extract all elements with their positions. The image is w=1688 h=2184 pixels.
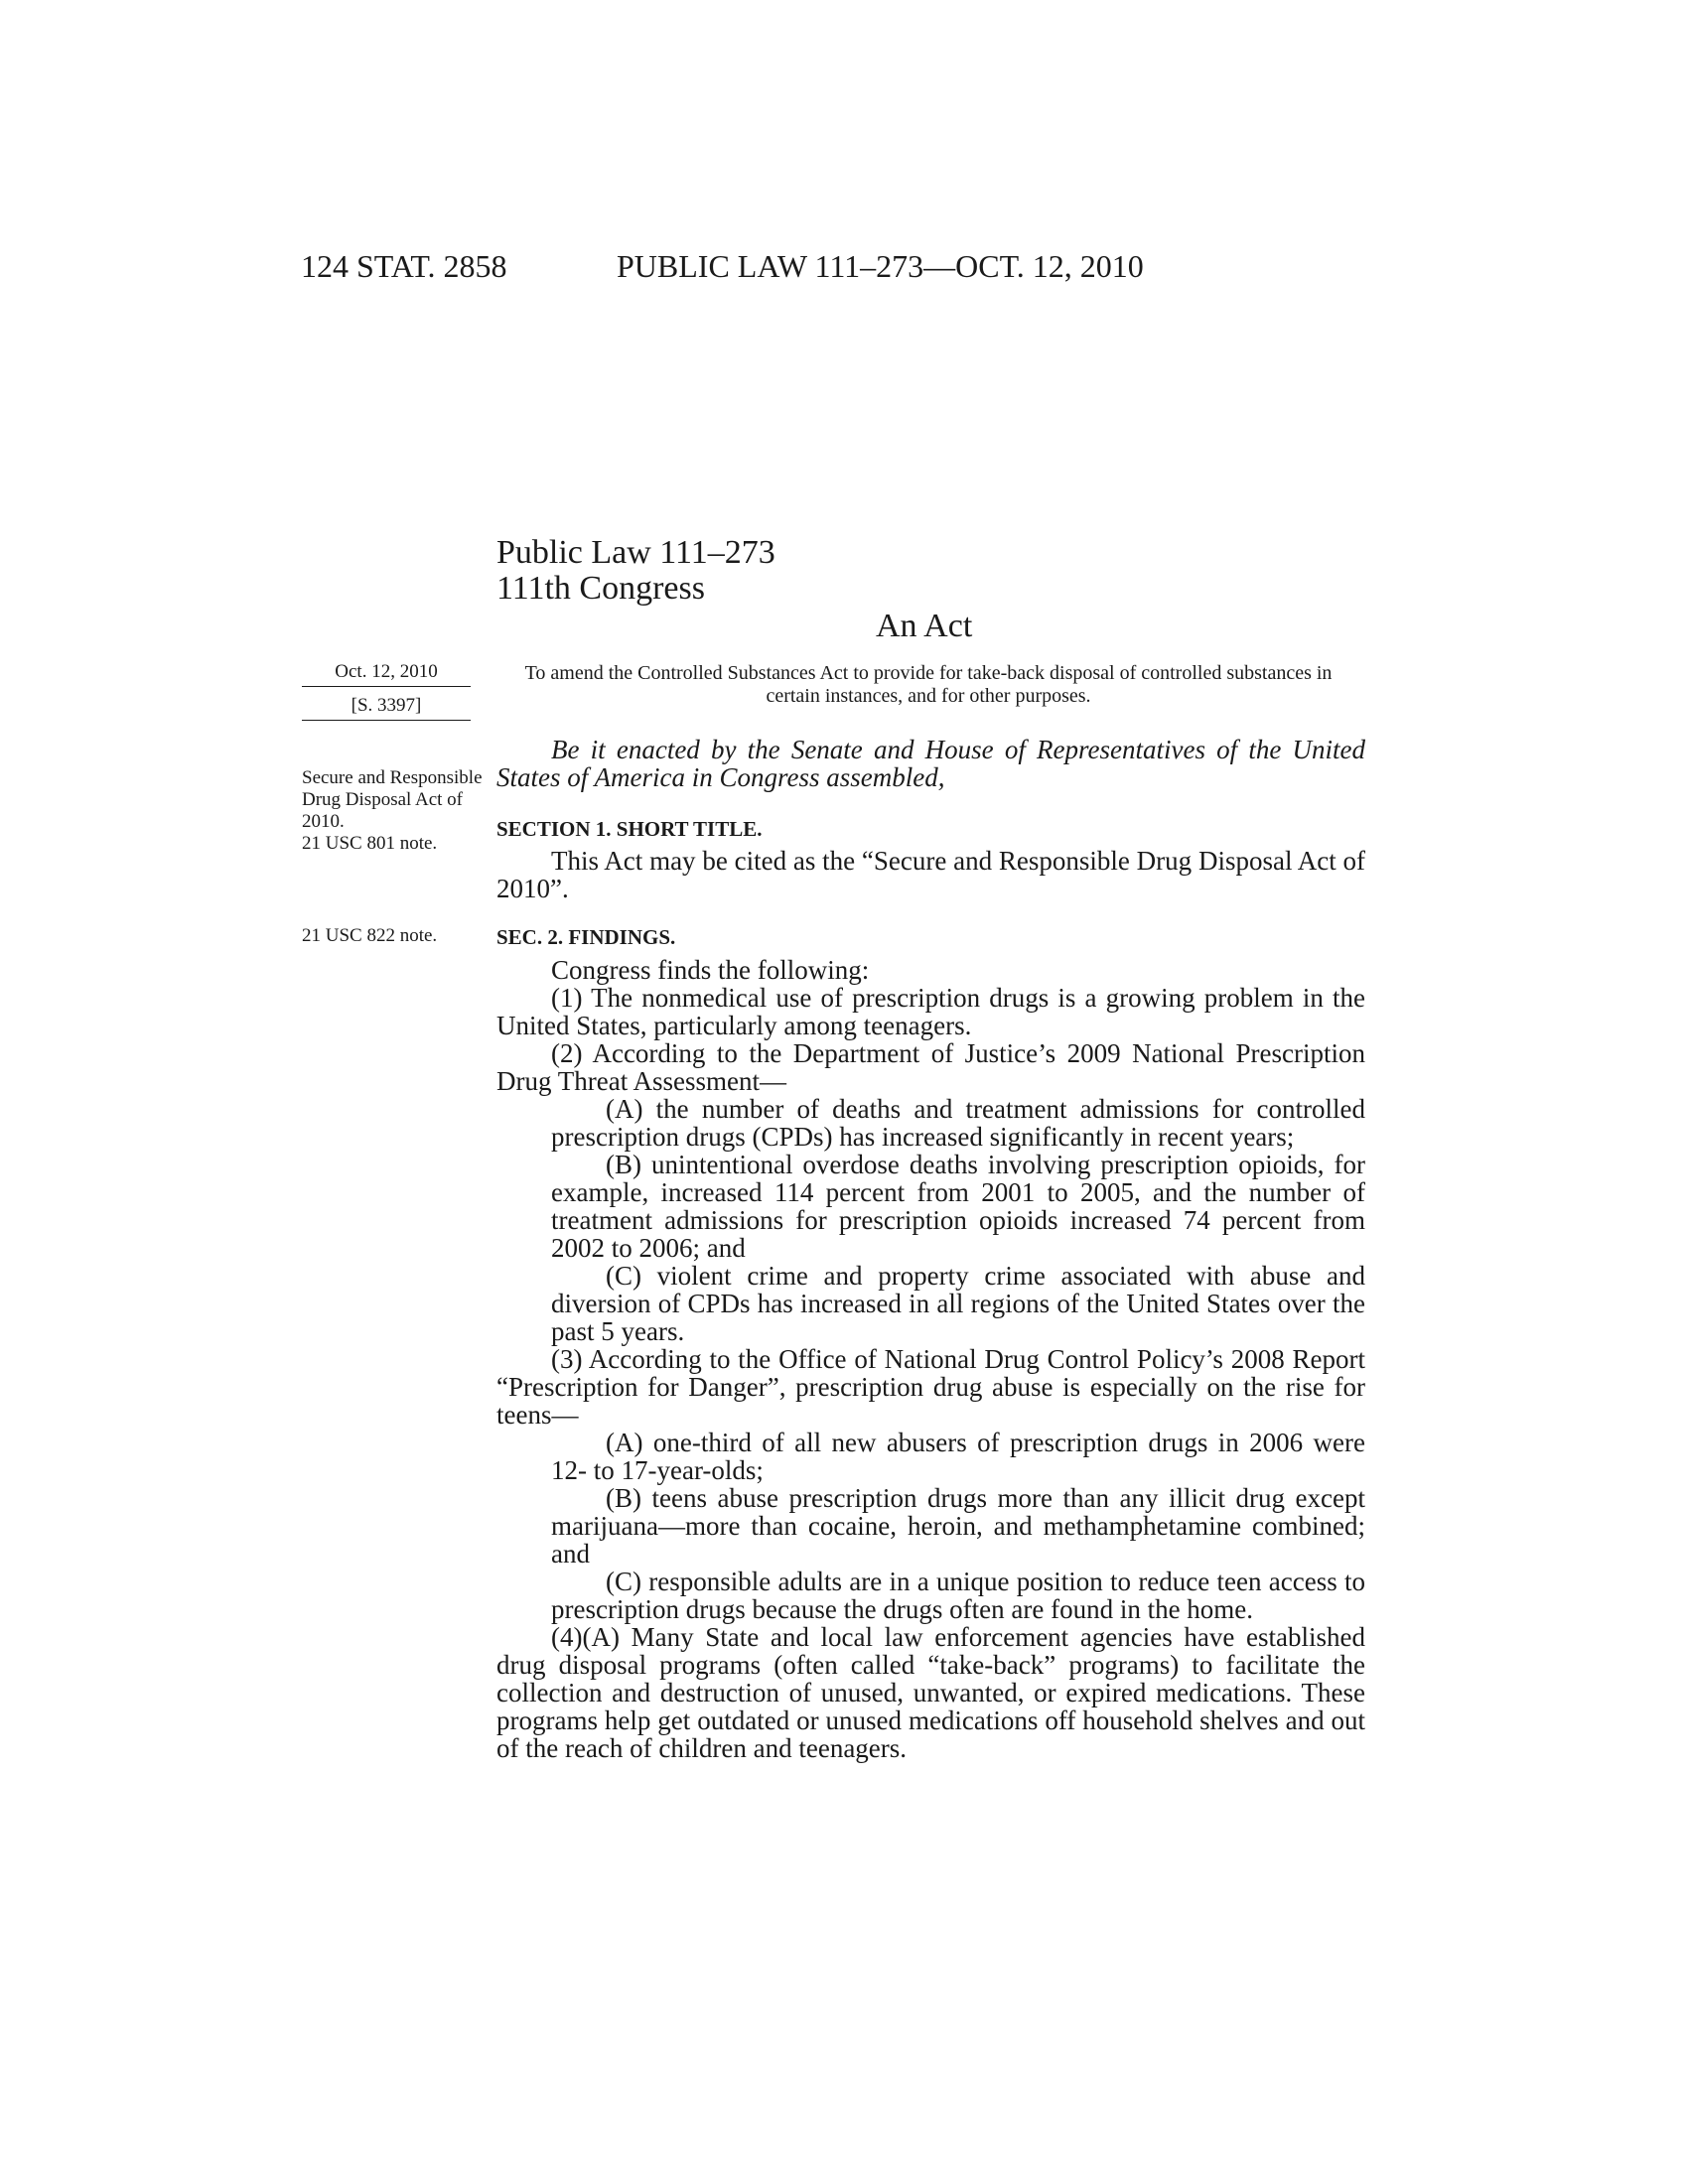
public-law-title: Public Law 111–273 [496, 534, 775, 571]
congress-label: 111th Congress [496, 570, 705, 607]
finding-2b: (B) unintentional overdose deaths involving prescription opioids, for example, increased 114 percent from 2001 to 2005, and the number of treatment admissions for prescription opioids increased 74 percent from 2002 to 2006; and [551, 1150, 1365, 1263]
margin-usc-801: 21 USC 801 note. [302, 833, 438, 854]
finding-3a: (A) one-third of all new abusers of prescription drugs in 2006 were 12- to 17-year-olds; [551, 1428, 1365, 1485]
finding-1: (1) The nonmedical use of prescription drugs is a growing problem in the United States, particularly among teenagers. [496, 983, 1365, 1040]
act-purpose: To amend the Controlled Substances Act to provide for take-back disposal of controlled substances in certain instances, and for other purposes. [524, 662, 1333, 707]
margin-short-title: Secure and Responsible Drug Disposal Act of 2010. [302, 767, 483, 832]
margin-bill-number: [S. 3397] [302, 695, 471, 721]
running-title: PUBLIC LAW 111–273—OCT. 12, 2010 [617, 248, 1144, 284]
section1-text: This Act may be cited as the “Secure and Responsible Drug Disposal Act of 2010”. [496, 846, 1365, 903]
finding-2c: (C) violent crime and property crime associated with abuse and diversion of CPDs has increased in all regions of the United States over the past 5 years. [551, 1261, 1365, 1346]
margin-short-title-note [302, 767, 491, 855]
finding-2: (2) According to the Department of Justice’s 2009 National Prescription Drug Threat Assessment— [496, 1038, 1365, 1096]
margin-date: Oct. 12, 2010 [302, 661, 471, 687]
findings-intro: Congress finds the following: [551, 955, 870, 985]
finding-4a: (4)(A) Many State and local law enforcement agencies have established drug disposal programs (often called “take-back” programs) to facilitate the collection and destruction of unused, unwanted, or expired medications. These programs help get outdated or unused medications off household shelves and out of the reach of children and teenagers. [496, 1622, 1365, 1763]
margin-usc-822: 21 USC 822 note. [302, 925, 438, 946]
enacting-clause: Be it enacted by the Senate and House of Representatives of the United States of America in Congress assembled, [496, 735, 1365, 792]
finding-3: (3) According to the Office of National Drug Control Policy’s 2008 Report “Prescription for Danger”, prescription drug abuse is especially on the rise for teens— [496, 1344, 1365, 1430]
finding-2a: (A) the number of deaths and treatment admissions for controlled prescription drugs (CPDs) has increased significantly in recent years; [551, 1094, 1365, 1152]
finding-3b: (B) teens abuse prescription drugs more than any illicit drug except marijuana—more than cocaine, heroin, and methamphetamine combined; and [551, 1483, 1365, 1569]
finding-3c: (C) responsible adults are in a unique position to reduce teen access to prescription drugs because the drugs often are found in the home. [551, 1567, 1365, 1624]
page-stat-citation: 124 STAT. 2858 [301, 248, 507, 284]
enacting-clause-block [496, 736, 1365, 791]
section2-body [496, 956, 1365, 1762]
section2-heading: SEC. 2. FINDINGS. [496, 925, 676, 949]
section1-heading: SECTION 1. SHORT TITLE. [496, 817, 763, 841]
an-act-heading: An Act [876, 608, 973, 644]
section1-body [496, 847, 1365, 902]
